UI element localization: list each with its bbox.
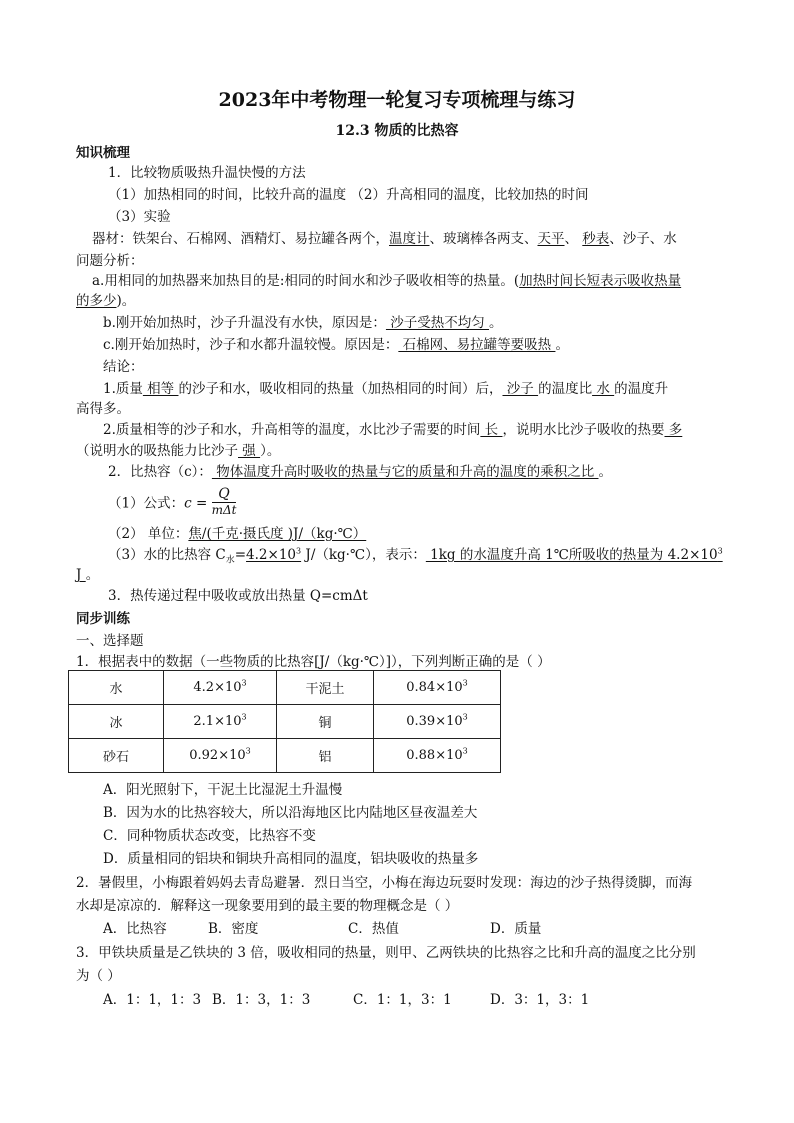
analysis-b	[103, 314, 503, 332]
k1-heading: 1．比较物质吸热升温快慢的方法	[108, 165, 306, 181]
table-cell: 冰	[69, 705, 164, 739]
c1-b: 的沙子和水，吸收相同的热量（加热相同的时间）后，	[178, 381, 503, 397]
qc-post: 。	[555, 337, 569, 353]
analysis-label: 问题分析：	[76, 253, 144, 269]
q2-option-a: A．比热容	[103, 921, 167, 937]
water-a: （3）水的比热容 C	[108, 547, 226, 563]
qa-pre: a.用相同的加热器来加热目的是:相同的时间水和沙子吸收相等的热量。(	[92, 273, 520, 289]
conclusion-1-cont: 高得多。	[76, 401, 130, 417]
qb-answer: 沙子受热不均匀	[385, 315, 490, 331]
formula-label: （1）公式：	[108, 495, 185, 512]
qb-post: 。	[489, 315, 503, 331]
c2-answer-1: 长	[480, 422, 503, 438]
formula-numerator: Q	[212, 486, 237, 503]
table-cell	[374, 671, 501, 705]
conclusion-2	[103, 421, 682, 439]
section-knowledge: 知识梳理	[76, 145, 130, 161]
c1-a: 1.质量	[103, 381, 143, 397]
question-1: 1．根据表中的数据（一些物质的比热容[J/（kg·℃）]），下列判断正确的是（ ）	[76, 654, 551, 670]
table-cell	[374, 705, 501, 739]
water-value-sup: 3	[296, 546, 302, 556]
q3-option-c: C．1：1，3：1	[353, 992, 452, 1008]
table-cell	[164, 705, 277, 739]
k2-a: 2．比热容（c）：	[108, 464, 212, 480]
page-subtitle: 12.3 物质的比热容	[335, 123, 459, 139]
qa-answer: 加热时间长短表示吸收热量	[519, 273, 682, 289]
table-cell-exp: 3	[462, 712, 468, 722]
equip-mid1: 、玻璃棒各两支、	[429, 231, 538, 247]
c1-d: 的温度升	[614, 381, 669, 397]
water-value-num: 4.2×10	[246, 547, 297, 563]
c2-a: 2.质量相等的沙子和水，升高相等的温度，水比沙子需要的时间	[103, 422, 481, 438]
part-choice: 一、选择题	[76, 633, 144, 649]
q1-option-d: D．质量相同的铝块和铜块升高相同的温度，铝块吸收的热量多	[103, 851, 479, 867]
table-cell: 砂石	[69, 739, 164, 773]
equip-post: 、沙子、水	[609, 231, 677, 247]
equip-thermometer: 温度计	[389, 231, 430, 247]
q3-option-a: A．1：1，1：3	[103, 992, 202, 1008]
table-cell-value: 0.39×10	[406, 714, 463, 729]
qa-answer-cont: 的多少	[76, 293, 117, 309]
k2-definition	[108, 463, 612, 481]
water-line-cont	[76, 566, 99, 584]
question-2-line1: 2．暑假里，小梅跟着妈妈去青岛避暑．烈日当空，小梅在海边玩耍时发现：海边的沙子热得烫脚，而海	[76, 875, 693, 891]
water-b: J/（kg·℃），表示：	[301, 547, 426, 563]
unit-label: （2） 单位：	[108, 526, 189, 542]
table-row	[69, 739, 501, 773]
table-cell-exp: 3	[241, 712, 247, 722]
q1-option-b: B．因为水的比热容较大，所以沿海地区比内陆地区昼夜温差大	[103, 805, 478, 821]
q3-option-d: D．3：1，3：1	[490, 992, 590, 1008]
c2-answer-2: 多	[664, 422, 683, 438]
table-cell	[164, 671, 277, 705]
c1-answer-2: 沙子	[502, 381, 539, 397]
table-cell-value: 0.88×10	[406, 748, 463, 763]
table-cell-exp: 3	[241, 678, 247, 688]
qb-pre: b.刚开始加热时，沙子升温没有水快，原因是：	[103, 315, 386, 331]
unit-answer: 焦/(千克·摄氏度 )J/（kg·℃）	[188, 526, 367, 542]
table-cell-exp: 3	[462, 678, 468, 688]
question-3-line1: 3．甲铁块质量是乙铁块的 3 倍，吸收相同的热量，则甲、乙两铁块的比热容之比和升高的温度之比分别	[76, 945, 696, 961]
table-cell: 铝	[277, 739, 374, 773]
q2-option-c: C．热值	[348, 921, 399, 937]
formula-fraction	[212, 486, 237, 518]
page-title: 2023年中考物理一轮复习专项梳理与练习	[218, 89, 576, 111]
table-cell-value: 0.84×10	[406, 680, 463, 695]
k1-experiment: （3）实验	[108, 209, 171, 225]
unit-line	[108, 525, 366, 543]
water-meaning-text: 1kg 的水温度升高 1℃所吸收的热量为 4.2×10	[425, 547, 718, 563]
water-meaning	[426, 547, 723, 563]
question-3-line2: 为（ ）	[76, 968, 121, 984]
qc-pre: c.刚开始加热时，沙子和水都升温较慢。原因是：	[103, 337, 399, 353]
table-cell-value: 4.2×10	[193, 680, 242, 695]
formula-line	[108, 488, 236, 520]
equipment-line	[92, 230, 677, 248]
conclusion-2-cont	[76, 442, 280, 460]
q1-option-c: C．同种物质状态改变，比热容不变	[103, 828, 316, 844]
question-2-line2: 水却是凉凉的．解释这一现象要用到的最主要的物理概念是（ ）	[76, 898, 459, 914]
water-meaning-cont: J	[76, 567, 86, 583]
k2-answer: 物体温度升高时吸收的热量与它的质量和升高的温度的乘积之比	[211, 464, 599, 480]
q2-option-b: B．密度	[208, 921, 259, 937]
analysis-c	[103, 336, 569, 354]
water-c: 。	[85, 567, 100, 583]
k2-b: 。	[598, 464, 612, 480]
table-row	[69, 705, 501, 739]
table-cell	[164, 739, 277, 773]
equip-stopwatch: 秒表	[582, 231, 610, 247]
formula-denominator: mΔt	[211, 503, 237, 517]
table-cell: 干泥土	[277, 671, 374, 705]
water-eq: =	[234, 547, 247, 563]
c2-c: （说明水的吸热能力比沙子	[76, 443, 238, 459]
section-practice: 同步训练	[76, 611, 130, 627]
q1-option-a: A．阳光照射下，干泥土比湿泥土升温慢	[103, 782, 343, 798]
analysis-a-cont	[76, 292, 135, 310]
table-cell-exp: 3	[462, 746, 468, 756]
water-meaning-sup: 3	[717, 546, 723, 556]
formula-c: c =	[184, 495, 208, 512]
water-sub: 水	[225, 555, 235, 566]
c2-d: ）。	[260, 443, 281, 459]
c1-answer-1: 相等	[142, 381, 179, 397]
q2-option-d: D．质量	[490, 921, 542, 937]
c2-answer-3: 强	[238, 443, 261, 459]
c2-b: ，说明水比沙子吸收的热要	[502, 422, 665, 438]
equip-pre: 器材：铁架台、石棉网、酒精灯、易拉罐各两个，	[92, 231, 389, 247]
k3-heat-transfer: 3．热传递过程中吸收或放出热量 Q=cmΔt	[108, 588, 368, 604]
conclusion-label: 结论：	[103, 359, 144, 375]
specific-heat-table	[68, 670, 501, 773]
table-cell: 水	[69, 671, 164, 705]
q3-option-b: B．1：3，1：3	[212, 992, 311, 1008]
water-value	[246, 547, 301, 563]
c1-c: 的温度比	[538, 381, 593, 397]
table-cell	[374, 739, 501, 773]
equip-mid2: 、	[564, 231, 583, 247]
k1-methods: （1）加热相同的时间，比较升高的温度 （2）升高相同的温度，比较加热的时间	[108, 187, 589, 203]
table-cell-value: 0.92×10	[189, 748, 246, 763]
analysis-a	[92, 272, 681, 290]
qc-answer: 石棉网、易拉罐等要吸热	[398, 337, 556, 353]
c1-answer-3: 水	[592, 381, 615, 397]
equip-balance: 天平	[537, 231, 565, 247]
table-cell-exp: 3	[245, 746, 251, 756]
qa-post: )。	[116, 293, 136, 309]
table-cell-value: 2.1×10	[193, 714, 242, 729]
water-line	[108, 546, 723, 564]
table-row	[69, 671, 501, 705]
table-cell: 铜	[277, 705, 374, 739]
conclusion-1	[103, 380, 668, 398]
